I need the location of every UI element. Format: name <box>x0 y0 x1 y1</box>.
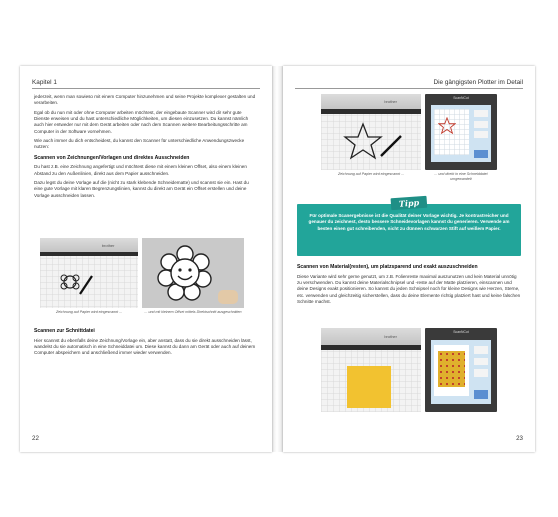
running-head: Die gängigsten Plotter im Detail <box>433 79 523 86</box>
tip-text: Für optimale Scanergebnisse ist die Qualität deiner Vorlage wichtig. Je kontrastreicher und genauer du zeichnest, desto bessere Schneidevorlagen kannst du generieren. Verwende am besten einen gut schreibenden, nicht zu dünnen schwarzen Stift auf weißem Papier. <box>308 213 510 231</box>
brand-label: brother <box>384 99 397 105</box>
text-block <box>297 260 521 308</box>
star-preview-icon <box>438 117 456 135</box>
paragraph: jederzeit, wenn man sowieso mit einem Computer hinzunehmen und seine Projekte komplexer gestalten und verarbeiten. <box>34 94 256 106</box>
section-heading: Scannen von Material(resten), um platzsparend und exakt auszuschneiden <box>297 264 478 270</box>
star-drawing-icon <box>343 122 403 162</box>
photo-scanning-star <box>321 94 421 170</box>
paragraph: Dazu legst du deine Vorlage auf die (nicht zu stark klebende Schneidematte) und scannst sie ein. Hast du eine gute Vorlage mit klaren Begrenzungslinien, kannst du direkt am Gerät ein Offset erstellen und deine Vorlage ausschneiden lassen. <box>34 179 249 198</box>
paragraph: Hier scannst du ebenfalls deine Zeichnung/Vorlage ein, aber anstatt, dass du sie direkt ausschneiden lässt, wandelst du sie automatisch in eine Schneiddatei um. Diese kannst du dann am Gerät oder auch auf deinem Computer abspeichern und anschließend immer wieder verwenden. <box>34 337 256 356</box>
flower-drawing-icon <box>58 270 94 296</box>
screen-logo: ScanNCut <box>453 95 469 100</box>
photo-caption: Zeichnung auf Papier wird eingescannt ... <box>55 310 123 314</box>
paragraph: Egal ob du nun mit oder ohne Computer arbeiten möchtest, der eingebaute Scanner wird dir sehr gute Dienste erweisen und du hast unterschiedliche Möglichkeiten, um diesen einzusetzen. Du kannst nämlich auch hier entweder nur mit dem Gerät arbeiten oder nach dem Scannen weitere Bearbeitungsschritte am Computer in der Software vornehmen. <box>34 109 249 134</box>
tip-label: Tipp <box>391 196 428 210</box>
photo-caption: Zeichnung auf Papier wird eingescannt ... <box>337 172 405 176</box>
paragraph: Du hast z.B. eine Zeichnung angefertigt und möchtest diese mit einem kleinen Offset, also einem kleinen Abstand zu den Außenlinien, direkt aus dem Papier ausschneiden. <box>34 164 247 176</box>
screen-logo: ScanNCut <box>453 329 469 334</box>
section-heading: Scannen von Zeichnungen/Vorlagen und direktes Ausschneiden <box>34 154 190 161</box>
text-block-bottom <box>34 324 258 360</box>
right-page <box>283 66 535 452</box>
tip-box <box>297 197 521 256</box>
brand-label: brother <box>101 242 115 248</box>
left-page <box>20 66 272 452</box>
material-preview <box>438 351 465 387</box>
text-block-top <box>34 94 258 202</box>
page-number: 22 <box>32 435 39 442</box>
page-number: 23 <box>516 435 523 442</box>
book-spine <box>272 66 283 452</box>
header-rule <box>295 88 523 89</box>
flower-cutout-icon <box>156 244 214 302</box>
photo-scanning-drawing <box>40 238 138 308</box>
photo-caption: ... und mit kleinem Offset mittels Direktschnitt ausgeschnitten <box>144 310 242 314</box>
plotter-machine <box>321 328 421 350</box>
section-heading: Scannen zur Schnittdatei <box>34 328 95 334</box>
photo-caption: ... und direkt in eine Schneiddatei umgewandelt <box>434 172 488 181</box>
header-rule <box>32 88 260 89</box>
scanncut-screen-material <box>425 328 497 412</box>
paragraph: Wie auch immer du dich entscheidest, du kannst den Scanner für unterschiedliche Anwendungszwecke nutzen: <box>34 138 245 150</box>
plotter-machine <box>40 238 138 256</box>
paragraph: Diese Variante wird sehr gerne genutzt, um z.B. Folienreste maximal auszunutzen und kein Material unnötig zu verschwenden. Du kannst deine Materialschnipsel und -reste auf der Matte platzieren, einscannen und deine Designs exakt positionieren. So kannst du jeden Schnipsel noch für kleine Designs wie Herzen, Sterne, etc. verwenden und gleichzeitig sicherstellen, dass du deine Elemente richtig platziert hast und keine falschen Schnitte machst. <box>297 273 521 304</box>
scanncut-screen-star <box>425 94 497 170</box>
photo-cut-flower <box>142 238 244 308</box>
running-head: Kapitel 1 <box>32 79 57 86</box>
brand-label: brother <box>384 333 397 339</box>
material-scrap <box>347 366 391 408</box>
hand <box>218 290 238 304</box>
photo-scanning-material <box>321 328 421 412</box>
plotter-machine <box>321 94 421 114</box>
